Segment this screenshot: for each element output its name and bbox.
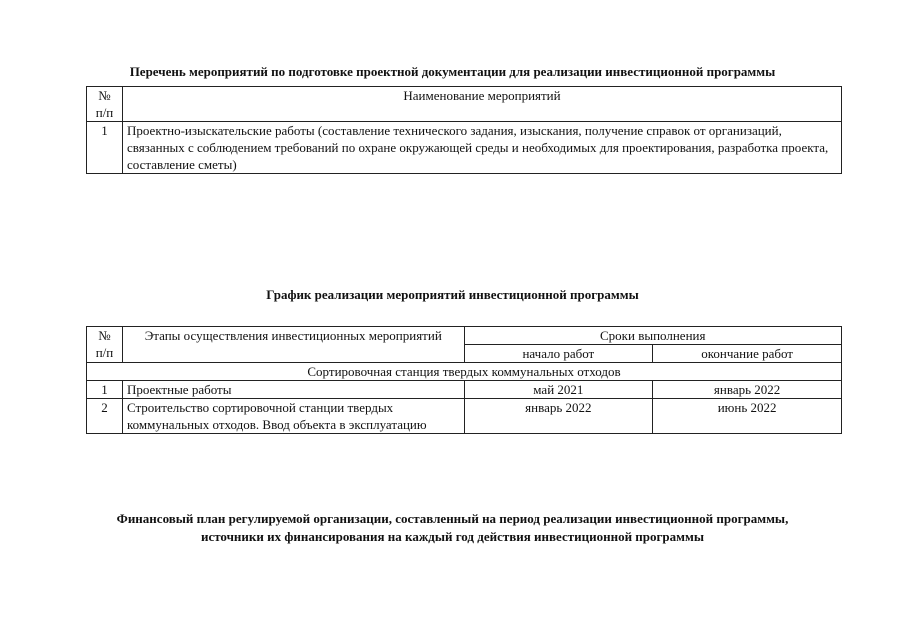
header-number-line2: п/п bbox=[95, 105, 114, 120]
measures-table bbox=[86, 86, 842, 174]
financial-plan-title: Финансовый план регулируемой организации, составленный на период реализации инвестиционной программы, источники их финансирования на каждый год действия инвестиционной программы bbox=[116, 511, 789, 544]
row-start: январь 2022 bbox=[464, 399, 653, 434]
schedule-title: График реализации мероприятий инвестиционной программы bbox=[266, 287, 639, 302]
table-header-row bbox=[87, 327, 842, 345]
table-row bbox=[87, 399, 842, 434]
header-stages: Этапы осуществления инвестиционных мероприятий bbox=[122, 327, 464, 363]
header-number-line1: № bbox=[98, 328, 111, 343]
header-terms: Сроки выполнения bbox=[464, 327, 842, 345]
row-stage: Проектные работы bbox=[122, 381, 464, 399]
table-group-row bbox=[87, 363, 842, 381]
row-stage: Строительство сортировочной станции твердых коммунальных отходов. Ввод объекта в эксплуатацию bbox=[122, 399, 464, 434]
schedule-table bbox=[86, 326, 842, 434]
row-measure-text: Проектно-изыскательские работы (составление технического задания, изыскания, получение справок от организаций, связанных с соблюдением требований по охране окружающей среды и необходимых для проектирования, разработка проекта, составление сметы) bbox=[123, 122, 842, 174]
row-end: январь 2022 bbox=[653, 381, 842, 399]
group-title: Сортировочная станция твердых коммунальных отходов bbox=[87, 363, 842, 381]
table-row bbox=[87, 122, 842, 174]
row-start: май 2021 bbox=[464, 381, 653, 399]
header-number-line2: п/п bbox=[95, 345, 114, 360]
header-number-line1: № bbox=[98, 88, 111, 103]
row-number: 1 bbox=[87, 122, 123, 174]
header-start: начало работ bbox=[464, 345, 653, 363]
header-number bbox=[87, 327, 123, 363]
measures-list-title: Перечень мероприятий по подготовке проектной документации для реализации инвестиционной программы bbox=[129, 64, 776, 79]
header-end: окончание работ bbox=[653, 345, 842, 363]
row-end: июнь 2022 bbox=[653, 399, 842, 434]
header-number bbox=[87, 87, 123, 122]
table-row bbox=[87, 381, 842, 399]
header-measure-name: Наименование мероприятий bbox=[123, 87, 842, 122]
row-number: 2 bbox=[87, 399, 123, 434]
table-header-row bbox=[87, 87, 842, 122]
row-number: 1 bbox=[87, 381, 123, 399]
